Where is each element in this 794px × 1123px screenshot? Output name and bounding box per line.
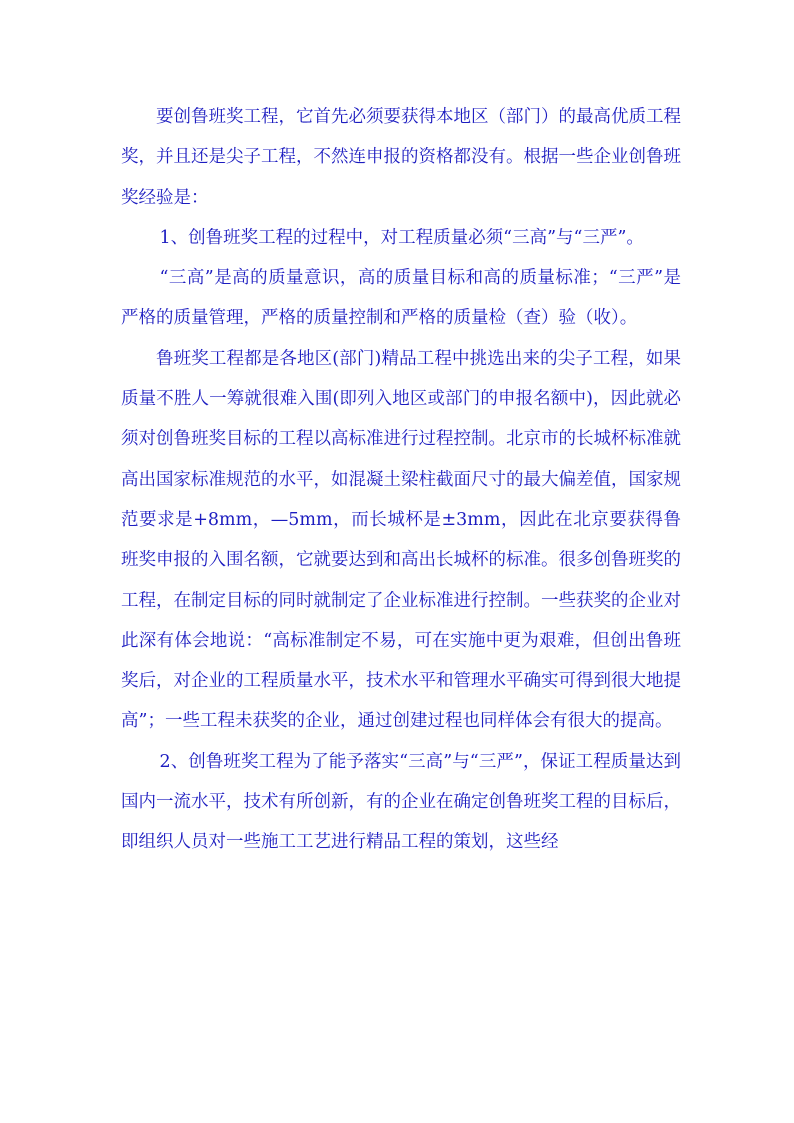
paragraph-point-2: 2、创鲁班奖工程为了能予落实“三高”与“三严”，保证工程质量达到国内一流水平，技术有所创新，有的企业在确定创鲁班奖工程的目标后，即组织人员对一些施工工艺进行精品工程的策划，这些经: [121, 751, 681, 853]
paragraph-point-1: 1、创鲁班奖工程的过程中，对工程质量必须“三高”与“三严”。: [159, 227, 644, 248]
paragraph-three-high-definition: “三高”是高的质量意识，高的质量目标和高的质量标准；“三严”是严格的质量管理，严格的质量控制和严格的质量检（查）验（收）。: [121, 268, 681, 329]
body-text: [121, 97, 681, 863]
paragraph-luban-award-details: 鲁班奖工程都是各地区(部门)精品工程中挑选出来的尖子工程，如果质量不胜人一筹就很难入围(即列入地区或部门的申报名额中)，因此就必须对创鲁班奖目标的工程以高标准进行过程控制。北京市的长城杯标准就高出国家标准规范的水平，如混凝土梁柱截面尺寸的最大偏差值，国家规范要求是+8mm，—5mm，而长城杯是±3mm，因此在北京要获得鲁班奖申报的入围名额，它就要达到和高出长城杯的标准。很多创鲁班奖的工程，在制定目标的同时就制定了企业标准进行控制。一些获奖的企业对此深有体会地说：“高标准制定不易，可在实施中更为艰难，但创出鲁班奖后，对企业的工程质量水平，技术水平和管理水平确实可得到很大地提高”；一些工程未获奖的企业，通过创建过程也同样体会有很大的提高。: [121, 348, 681, 732]
paragraph-intro: 要创鲁班奖工程，它首先必须要获得本地区（部门）的最高优质工程奖，并且还是尖子工程，不然连申报的资格都没有。根据一些企业创鲁班奖经验是：: [121, 107, 681, 208]
